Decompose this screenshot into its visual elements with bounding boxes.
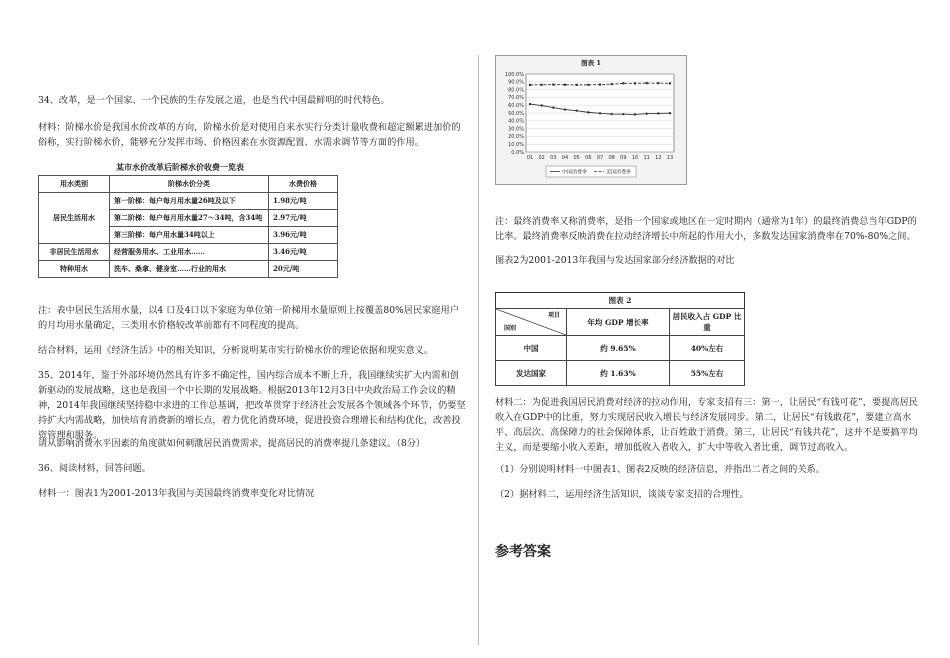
table-cell: 40%左右: [670, 336, 745, 361]
x-tick-label: 07: [596, 155, 604, 161]
data-point: [540, 104, 542, 106]
table-cell: 非居民生活用水: [39, 244, 110, 261]
table-cell: 20元/吨: [269, 261, 338, 278]
question-36-2: （2）据材料二，运用经济生活知识，谈谈专家支招的合理性。: [495, 489, 749, 500]
question-35: 35、2014年，鉴于外部环境仍然具有许多不确定性，国内综合成本不断上升，我国继续实扩大内需和创新驱动的发展战略，这也是我国一个中长期的发展战略。根据2013年12月3日中央政治局工作会议的精神，2014年我国继续坚持稳中求进的工作总基调，把改革贯穿于经济社会发展各个领域各个环节，仍要坚持扩大内需战略，加快培育消费新的增长点，着力优化消费环境，促进投资合理增长和结构优化，改善投资管理和服务。: [38, 370, 466, 441]
y-tick-label: 60.0%: [508, 103, 524, 109]
material-paragraph: 材料：阶梯水价是我国水价改革的方向，阶梯水价是对使用自来水实行分类计量收费和超定额累进加价的俗称，实行阶梯水价，能够充分发挥市场、价格因素在水资源配置、水需求调节等方面的作用。: [38, 122, 461, 148]
data-point: [576, 84, 578, 86]
x-tick-label: 06: [585, 155, 592, 161]
chart-note: 注：最终消费率又称消费率，是指一个国家或地区在一定时期内（通常为1年）的最终消费总当年GDP的比率。最终消费率反映消费在拉动经济增长中所起的作用大小，多数发达国家消费率在70%-80%之间。: [495, 216, 917, 242]
column-divider: [478, 55, 479, 645]
data-point: [622, 82, 624, 84]
table-cell: 第一阶梯：每户每月用水量26吨及以下: [110, 193, 269, 210]
data-point: [552, 84, 554, 86]
data-point: [610, 113, 612, 115]
table-header: 水费价格: [269, 176, 338, 193]
header-country: 国别: [504, 325, 517, 332]
question-36: 36、阅读材料，回答问题。: [38, 463, 151, 474]
y-tick-label: 30.0%: [508, 126, 524, 133]
table-cell: 洗车、桑拿、健身室……行业的用水: [110, 261, 269, 278]
table-header: 阶梯水价分类: [110, 176, 269, 193]
legend-label: 美国消费率: [606, 169, 632, 176]
table-cell: 55%左右: [670, 361, 745, 386]
y-tick-label: 70.0%: [508, 95, 524, 102]
question-34-ask: 结合材料，运用《经济生活》中的相关知识，分析说明某市实行阶梯水价的理论依据和现实意义。: [38, 345, 434, 356]
consumption-rate-chart: [495, 55, 687, 185]
water-table-title: 某市水价改革后阶梯水价收费一览表: [116, 162, 244, 172]
x-tick-label: 11: [643, 155, 650, 161]
x-tick-label: 09: [620, 155, 627, 161]
x-tick-label: 08: [608, 155, 615, 161]
diagonal-header: [496, 309, 567, 336]
question-36-1: （1）分别说明材料一中图表1、图表2反映的经济信息，并指出二者之间的关系。: [495, 464, 825, 475]
data-point: [564, 84, 566, 86]
data-point: [529, 103, 531, 105]
x-tick-label: 12: [655, 155, 662, 161]
x-tick-label: 05: [573, 155, 580, 161]
y-tick-label: 40.0%: [508, 118, 524, 125]
table-cell: 2.97元/吨: [269, 210, 338, 227]
data-point: [599, 84, 601, 86]
question-35-ask: 请从影响消费水平因素的角度就如何刺激居民消费需求，提高居民的消费率提几条建议。（8分）: [38, 438, 426, 449]
table-cell: 中国: [496, 336, 567, 361]
data-point: [564, 108, 566, 110]
x-tick-label: 10: [631, 155, 639, 161]
data-point: [657, 82, 659, 84]
question-34: 34、改革，是一个国家、一个民族的生存发展之道，也是当代中国最鲜明的时代特色。: [38, 95, 390, 106]
header-item: 项目: [547, 312, 560, 319]
x-tick-label: 01: [526, 155, 534, 161]
data-point: [529, 84, 531, 86]
gdp-comparison-table: [495, 292, 745, 386]
table-cell: 特种用水: [39, 261, 110, 278]
data-point: [634, 82, 636, 84]
data-point: [634, 113, 636, 115]
data-point: [575, 109, 577, 111]
y-tick-label: 100.0%: [504, 71, 524, 78]
table2-title: 图表 2: [496, 293, 745, 309]
data-point: [587, 111, 589, 113]
y-tick-label: 10.0%: [508, 142, 524, 148]
data-point: [552, 106, 554, 108]
x-tick-label: 04: [561, 155, 569, 161]
material-two: 材料二：为促进我国居民消费对经济的拉动作用，专家支招有三：第一，让居民“有钱可花”，要提高居民收入在GDP中的比重，努力实现居民收入增长与经济发展同步。第二，让居民“有钱敢花”，要建立高水平、高层次、高保障力的社会保障体系，让百姓敢于消费。第三，让居民“有钱共花”，这并不是要搞平均主义，而是要缩小收入差距，增加低收入者收入，扩大中等收入者比重，调节过高收入。: [495, 397, 918, 453]
table-cell: 3.96元/吨: [269, 227, 338, 244]
table-cell: 3.46元/吨: [269, 244, 338, 261]
table-cell: 约 9.65%: [567, 336, 670, 361]
y-tick-label: 80.0%: [508, 87, 524, 94]
data-point: [669, 112, 671, 114]
table-cell: 1.98元/吨: [269, 193, 338, 210]
water-price-table: [38, 175, 338, 278]
y-tick-label: 0.0%: [511, 149, 524, 156]
data-point: [541, 84, 543, 86]
x-tick-label: 02: [538, 155, 545, 161]
y-tick-label: 50.0%: [508, 110, 524, 117]
table2-intro: 图表2为2001-2013年我国与发达国家部分经济数据的对比: [495, 255, 735, 266]
y-tick-label: 90.0%: [508, 79, 524, 86]
table-cell: 约 1.63%: [567, 361, 670, 386]
chart-title: 图表 1: [581, 59, 601, 67]
table-note: 注：表中居民生活用水量，以4 口及4口以下家庭为单位第一阶梯用水量原则上按覆盖80%居民家庭用户的月均用水量确定，三类用水价格较改革前都有不同程度的提高。: [38, 305, 459, 331]
data-point: [611, 83, 613, 85]
table-cell: 发达国家: [496, 361, 567, 386]
table-cell: 第二阶梯：每户每月用水量27～34吨，含34吨: [110, 210, 269, 227]
x-tick-label: 13: [666, 155, 674, 161]
data-point: [645, 113, 647, 115]
data-point: [669, 82, 671, 84]
table-header: 年均 GDP 增长率: [567, 309, 670, 336]
chart-svg: [496, 56, 686, 184]
data-point: [599, 112, 601, 114]
answer-heading: 参考答案: [495, 544, 551, 560]
table-cell: 第三阶梯：每户用水量34吨以上: [110, 227, 269, 244]
table-cell: 经营服务用水、工业用水……: [110, 244, 269, 261]
material-one: 材料一：图表1为2001-2013年我国与美国最终消费率变化对比情况: [38, 488, 315, 499]
table-cell: 居民生活用水: [39, 193, 110, 244]
legend-label: 中国消费率: [562, 169, 588, 176]
table-header: 居民收入占 GDP 比重: [670, 309, 745, 336]
x-tick-label: 03: [550, 155, 557, 161]
y-tick-label: 20.0%: [508, 134, 524, 141]
data-point: [622, 113, 624, 115]
data-point: [587, 84, 589, 86]
data-point: [657, 112, 659, 114]
table-header: 用水类别: [39, 176, 110, 193]
data-point: [646, 82, 648, 84]
